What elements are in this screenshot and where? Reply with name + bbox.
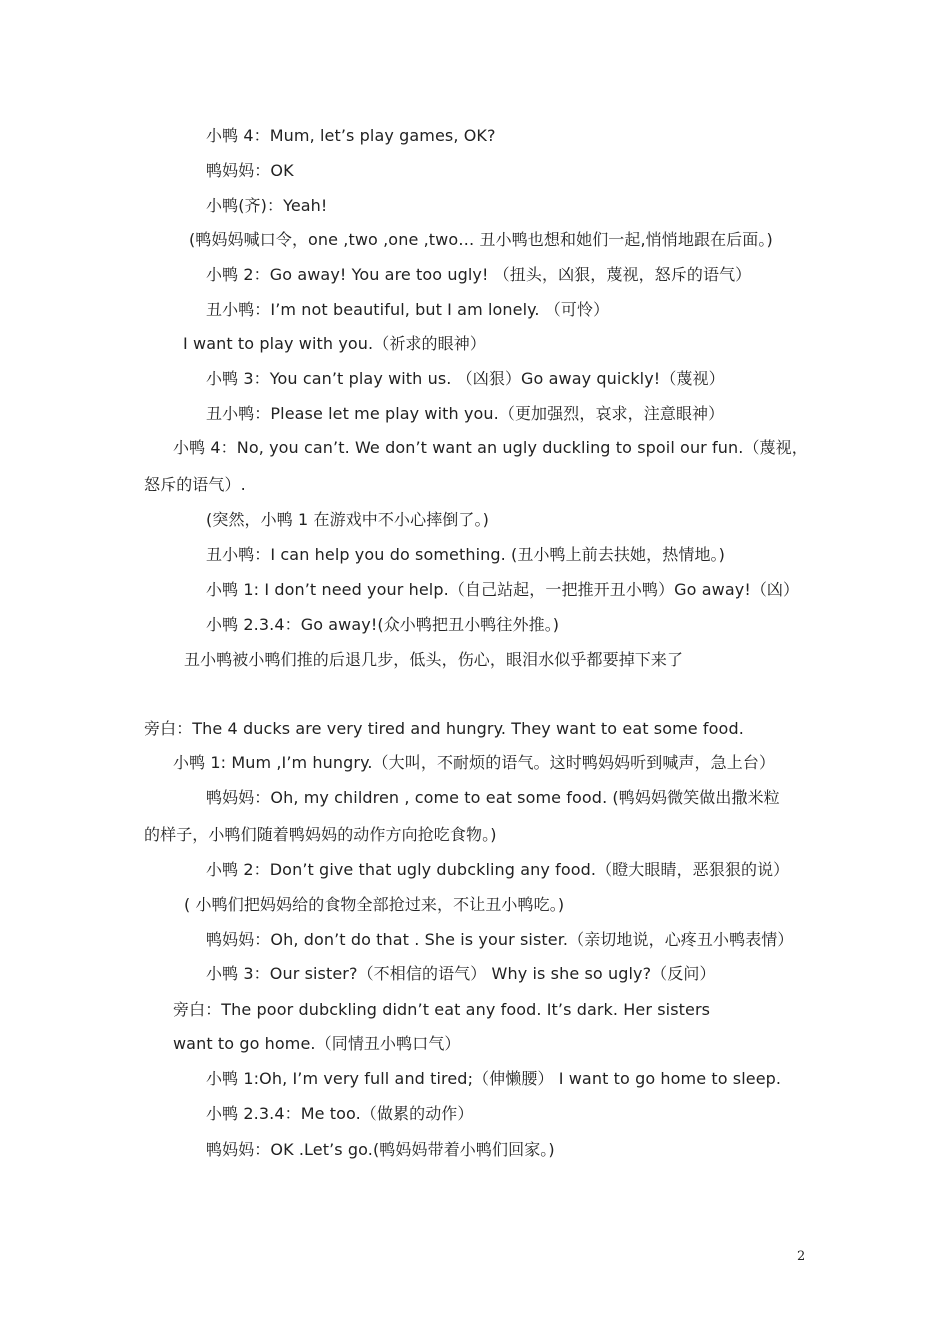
script-line: 小鸭 1: I don’t need your help.（自己站起，一把推开丑小鸭）Go away!（凶）: [206, 580, 800, 599]
stage-direction: (突然，小鸭 1 在游戏中不小心摔倒了。): [206, 510, 489, 529]
script-line: 丑小鸭：I’m not beautiful, but I am lonely. （可怜）: [206, 300, 610, 319]
script-line: 丑小鸭：I can help you do something. (丑小鸭上前去扶她，热情地。): [206, 545, 725, 564]
stage-direction: (鸭妈妈喊口令，one ,two ,one ,two… 丑小鸭也想和她们一起,悄悄地跟在后面。): [189, 230, 773, 249]
script-line: 鸭妈妈：Oh, don’t do that . She is your sister.（亲切地说，心疼丑小鸭表情）: [206, 930, 794, 949]
script-line: 小鸭 1: Mum ,I’m hungry.（大叫，不耐烦的语气。这时鸭妈妈听到喊声，急上台）: [173, 753, 776, 772]
script-line: 鸭妈妈：OK .Let’s go.(鸭妈妈带着小鸭们回家。): [206, 1140, 555, 1159]
narration-line: want to go home.（同情丑小鸭口气）: [173, 1034, 461, 1053]
script-line: 鸭妈妈：OK: [206, 161, 294, 180]
script-line: 鸭妈妈：Oh, my children , come to eat some food. (鸭妈妈微笑做出撒米粒: [206, 788, 780, 807]
narration-line: 旁白：The 4 ducks are very tired and hungry. They want to eat some food.: [144, 719, 744, 738]
stage-direction: 丑小鸭被小鸭们推的后退几步，低头，伤心，眼泪水似乎都要掉下来了: [184, 650, 684, 669]
script-line: 小鸭 2.3.4：Me too.（做累的动作）: [206, 1104, 474, 1123]
stage-direction: ( 小鸭们把妈妈给的食物全部抢过来，不让丑小鸭吃。): [184, 895, 565, 914]
script-line: 小鸭 4：No, you can’t. We don’t want an ugly duckling to spoil our fun.（蔑视，: [173, 438, 808, 457]
script-line: 小鸭 2.3.4：Go away!(众小鸭把丑小鸭往外推。): [206, 615, 560, 634]
script-line: 小鸭 2：Go away! You are too ugly! （扭头，凶狠，蔑视，怒斥的语气）: [206, 265, 752, 284]
script-line: 小鸭(齐)：Yeah!: [206, 196, 328, 215]
page-number: 2: [797, 1249, 806, 1264]
narration-line: 旁白：The poor dubckling didn’t eat any food. It’s dark. Her sisters: [173, 1000, 711, 1019]
script-line: 小鸭 4：Mum, let’s play games, OK?: [206, 126, 496, 145]
script-line: I want to play with you.（祈求的眼神）: [183, 334, 486, 353]
script-line: 小鸭 2：Don’t give that ugly dubckling any food.（瞪大眼睛，恶狠狠的说）: [206, 860, 790, 879]
script-line: 丑小鸭：Please let me play with you.（更加强烈，哀求，注意眼神）: [206, 404, 725, 423]
script-line: 小鸭 3：Our sister?（不相信的语气） Why is she so ugly?（反问）: [206, 964, 716, 983]
script-line: 怒斥的语气）.: [144, 475, 246, 494]
script-line: 小鸭 3：You can’t play with us. （凶狠）Go away quickly!（蔑视）: [206, 369, 725, 388]
script-line: 的样子，小鸭们随着鸭妈妈的动作方向抢吃食物。): [144, 825, 497, 844]
script-line: 小鸭 1:Oh, I’m very full and tired;（伸懒腰） I want to go home to sleep.: [206, 1069, 782, 1088]
